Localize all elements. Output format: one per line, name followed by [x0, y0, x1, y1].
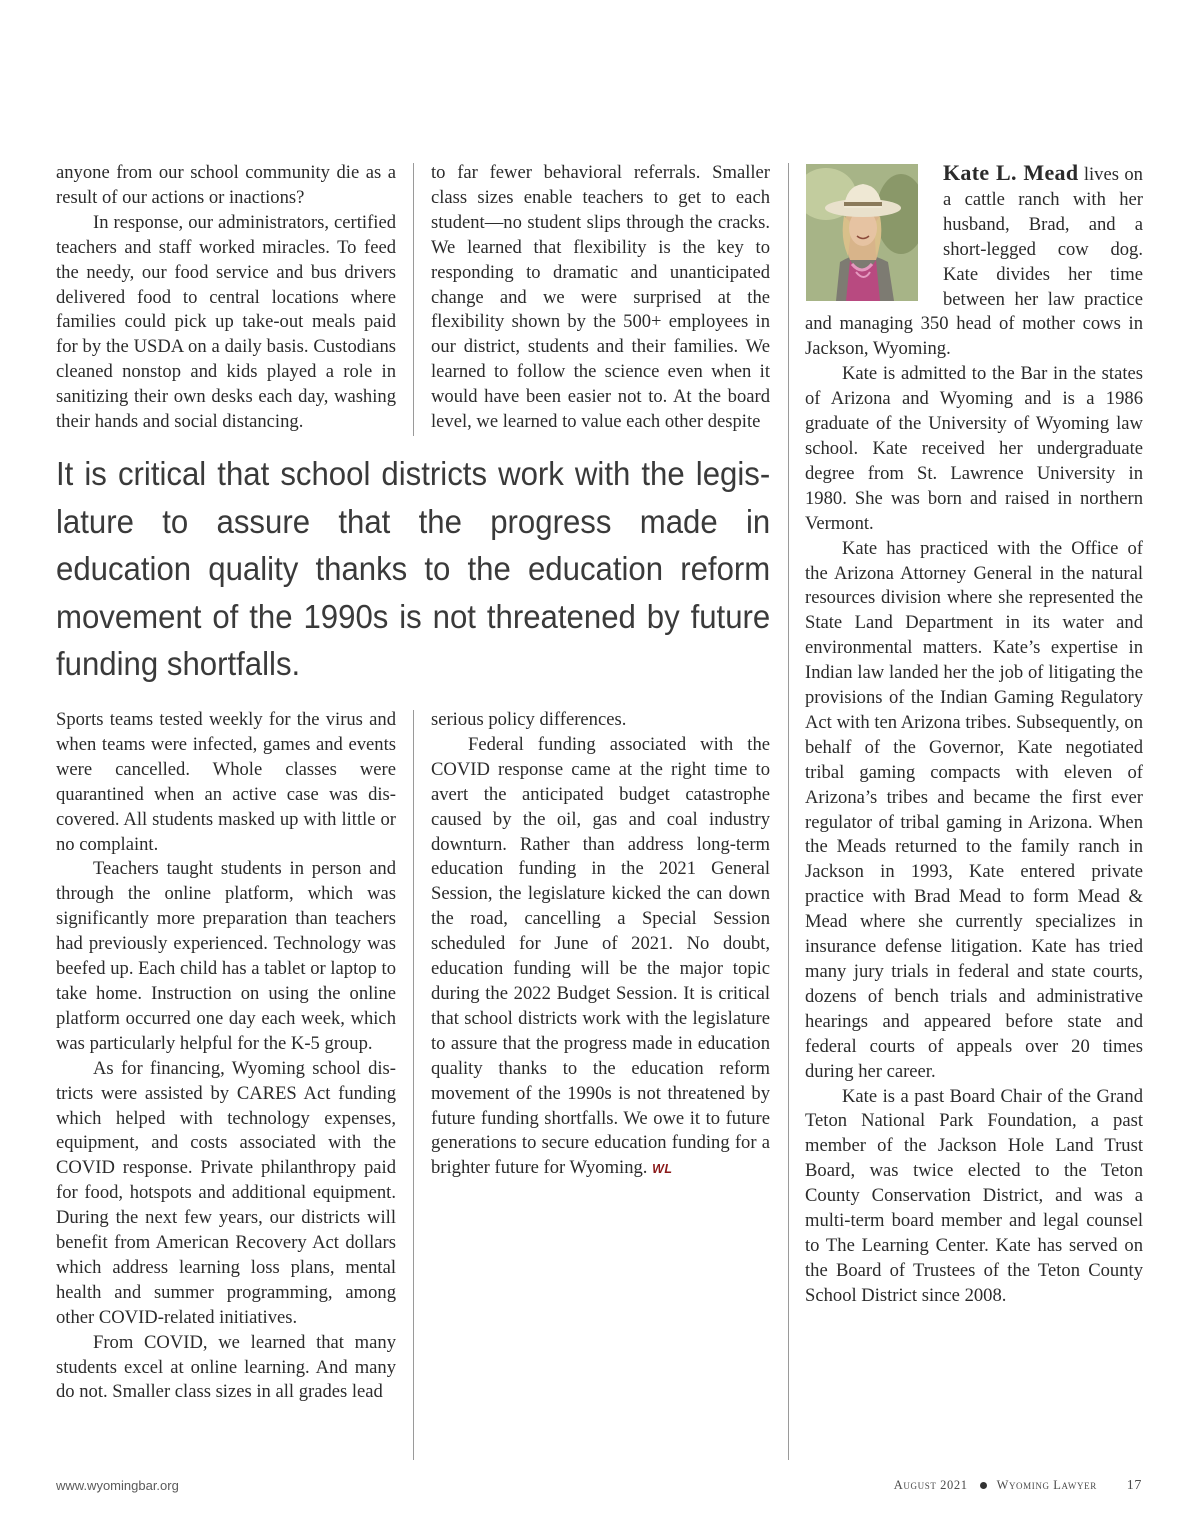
paragraph-text: Federal funding associated with the COVID response came at the right time to avert the anticipated budget catastrophe caused by the oil, gas and coal industry downturn. Rather than address long-term education funding in the 2021 General Session, the legislature kicked the can down the road, cancelling a Special Session scheduled for June of 2021. No doubt, education funding will be the major topic during the 2022 Budget Session. It is critical that school districts work with the legislature to assure that the progress made in education quality thanks to the education reform movement of the 1990s is not threatened by future funding shortfalls. We owe it to future generations to secure education funding for a brighter future for Wyoming.: [431, 733, 770, 1179]
paragraph: In response, our administrators, certified teachers and staff worked miracles. To feed the needy, our food service and bus drivers delivered food to central locations where families could pick up take-out meals paid for by the USDA on a daily basis. Custodians cleaned nonstop and kids played a role in sanitizing their own desks each day, washing their hands and social distancing.: [56, 211, 396, 433]
column-divider: [413, 163, 414, 436]
column-divider: [788, 163, 789, 1460]
paragraph: Kate has practiced with the Office of the Arizona Attorney General in the natural resources division where she represented the State Land Department in its water and environmental matters. Kate’s expertise in Indian law landed her the job of litigating the provisions of the Indian Gaming Regulatory Act with ten Arizona tribes. Subsequently, on behalf of the Governor, Kate negotiated tribal gaming compacts with eleven of Arizona’s tribes and became the first ever regulator of tribal gaming in Arizona. When the Meads returned to the family ranch in Jackson in 1993, Kate entered private practice with Brad Mead to form Mead & Mead where she currently specializes in insurance defense litigation. Kate has tried many jury trials in federal and state courts, dozens of bench trials and administrative hearings and appeared before state and federal courts of appeals over 20 times during her career.: [805, 537, 1143, 1082]
publication-name: Wyoming Lawyer: [996, 1478, 1097, 1492]
paragraph: From COVID, we learned that many students excel at online learning. And many do not. Smaller class sizes in all grades lead: [56, 1331, 396, 1403]
bullet-icon: [980, 1482, 987, 1489]
end-mark: WL: [652, 1162, 673, 1177]
paragraph: serious policy differences.: [431, 709, 627, 730]
footer-folio: [894, 1478, 1142, 1494]
pull-quote: It is critical that school districts work with the legislature to assure that the progress made in education quality thanks to the education reform movement of the 1990s is not threatened by future funding shortfalls.: [56, 456, 771, 684]
article-column-1-top: [56, 161, 396, 435]
article-column-2-top: [431, 161, 770, 435]
bio-name: Kate L. Mead: [943, 160, 1079, 185]
paragraph-text: lives on a cattle ranch with her husband, Brad, and a short-legged cow dog. Kate divides her time between her law practice and managing 350 head of mother cows in Jackson, Wyoming.: [805, 164, 1143, 360]
paragraph: to far fewer behavioral referrals. Smaller class sizes enable teachers to get to each student—no student slips through the cracks. We learned that flexibility is the key to responding to dramatic and unanticipated change and we were surprised at the flexibility shown by the 500+ employees in our district, students and their families. We learned to follow the science even when it would have been easier not to. At the board level, we learned to value each other despite: [431, 162, 770, 433]
paragraph: Kate is a past Board Chair of the Grand Teton National Park Foundation, a past member of the Jackson Hole Land Trust Board, was twice elected to the Teton County Conservation District, and was a multi-term board member and legal counsel to The Learning Center. Kate has served on the Board of Trustees of the Teton County School District since 2008.: [805, 1085, 1143, 1306]
paragraph: [431, 733, 770, 1182]
page-number: 17: [1126, 1478, 1142, 1493]
paragraph: Sports teams tested weekly for the virus and when teams were infected, games and events were cancelled. Whole classes were quarantined when an active case was discovered. All students masked up with little or no complaint.: [56, 709, 396, 855]
article-column-2-bottom: [431, 708, 770, 1182]
author-bio: [805, 161, 1143, 1309]
paragraph: Kate is admitted to the Bar in the states of Arizona and Wyoming and is a 1986 graduate of the University of Wyoming law school. Kate received her undergraduate degree from St. Lawrence University in 1980. She was born and raised in northern Vermont.: [805, 363, 1143, 534]
article-column-1-bottom: [56, 708, 396, 1405]
paragraph: As for financing, Wyoming school districts were assisted by CARES Act funding which helped with technology expenses, equipment, and costs associated with the COVID response. Private philanthropy paid for food, hotspots and additional equipment. During the next few years, our districts will benefit from American Recovery Act dollars which address learning loss plans, mental health and summer programming, among other COVID-related initiatives.: [56, 1057, 396, 1328]
paragraph: Teachers taught students in person and through the online platform, which was significantly more preparation than teachers had previously experienced. Technology was beefed up. Each child has a tablet or laptop to take home. Instruction on using the online platform occurred one day each week, which was particularly helpful for the K-5 group.: [56, 858, 396, 1054]
paragraph: anyone from our school community die as a result of our actions or inactions?: [56, 162, 396, 208]
column-divider: [413, 710, 414, 1460]
footer-url: www.wyomingbar.org: [56, 1478, 179, 1493]
issue-date: August 2021: [893, 1478, 968, 1492]
photo-wrap-space: [805, 161, 943, 311]
